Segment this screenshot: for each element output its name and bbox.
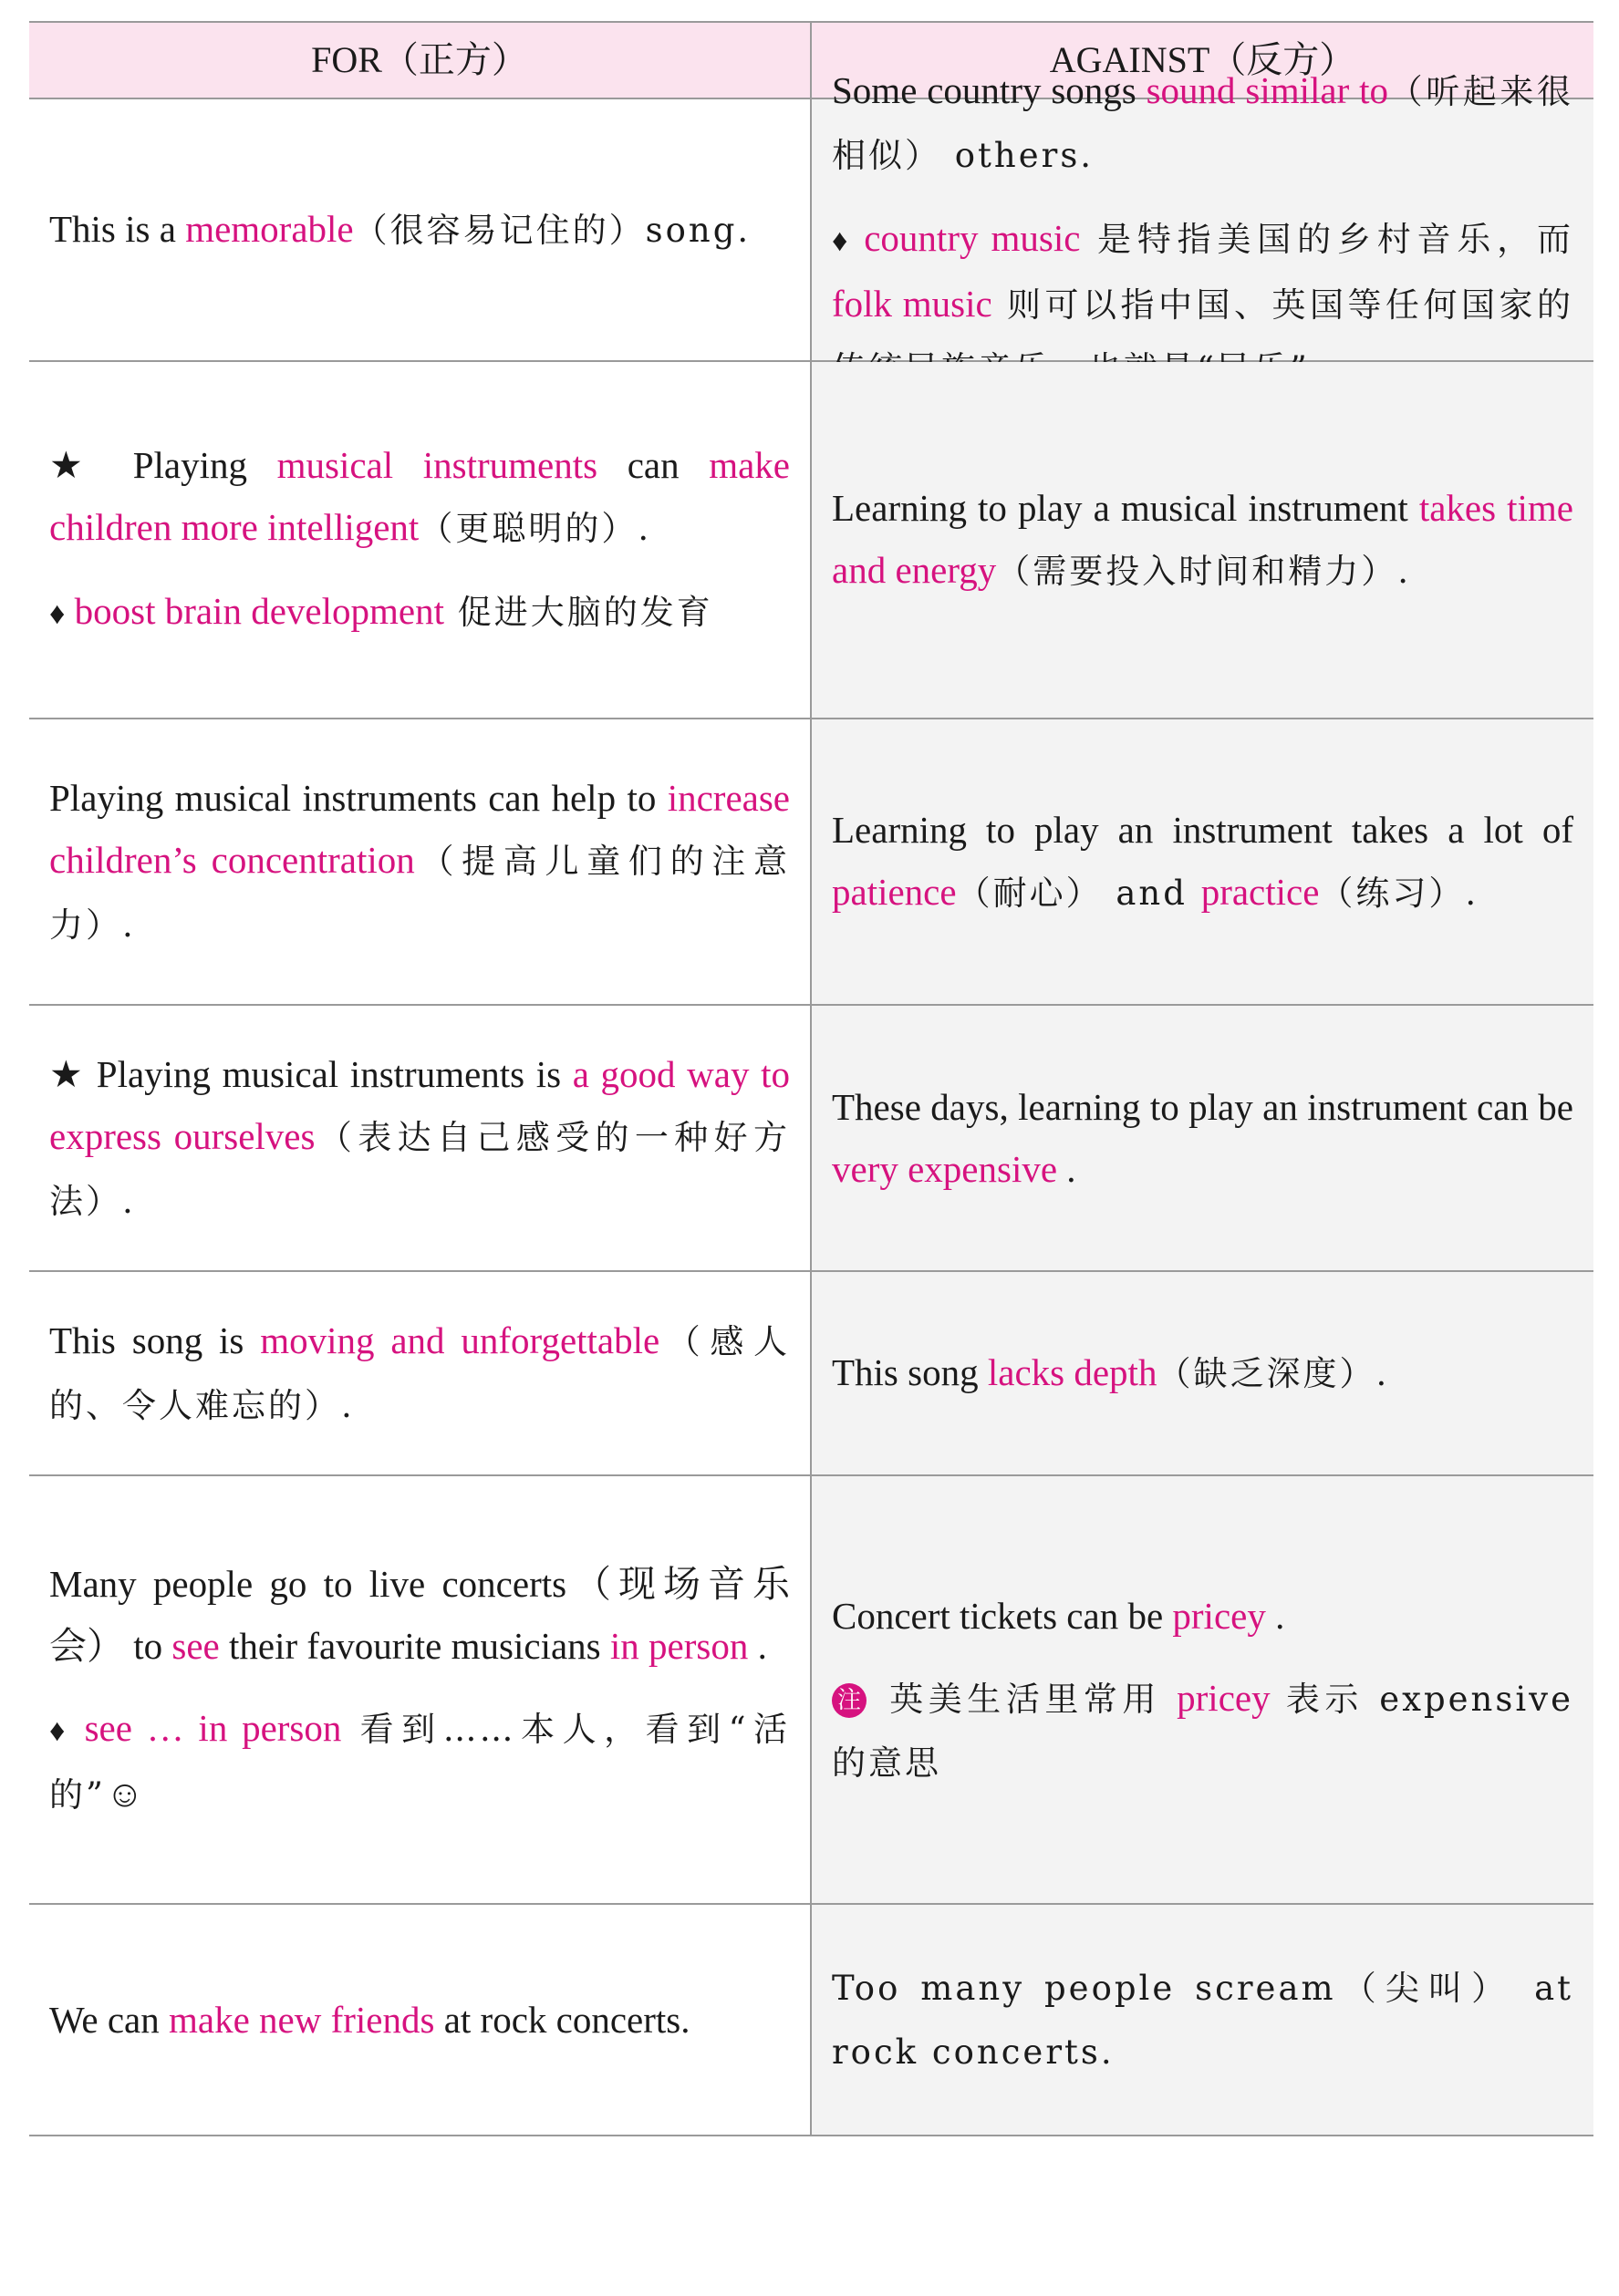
- statement-text: .: [1265, 1595, 1285, 1637]
- statement-text: at rock concerts.: [434, 1999, 690, 2041]
- vocab-note: [832, 1667, 1573, 1794]
- statement-text: This song is: [49, 1319, 261, 1361]
- for-statement: [49, 1989, 790, 2051]
- table-row: [29, 1905, 1593, 2136]
- highlight-phrase: make children more intelligent: [49, 444, 790, 548]
- statement-text: Learning to play a musical instrument: [832, 487, 1419, 529]
- against-statement: [832, 1076, 1573, 1200]
- highlight-phrase: takes time and energy: [832, 487, 1573, 591]
- table-row: [29, 362, 1593, 719]
- note-text: 看到……本人，看到“活的”: [49, 1710, 790, 1815]
- for-column-header: [29, 23, 812, 98]
- against-statement: [832, 799, 1573, 925]
- against-header-label: AGAINST（反方）: [1049, 39, 1356, 80]
- table-row: [29, 1006, 1593, 1272]
- highlight-phrase: folk music: [832, 283, 992, 325]
- statement-text: （更聪明的）.: [419, 509, 652, 548]
- note-text: 促进大脑的发育: [443, 593, 713, 632]
- note-text: 是特指美国的乡村音乐，而: [1080, 220, 1573, 259]
- highlight-phrase: very expensive: [832, 1148, 1058, 1190]
- statement-text: （练习）.: [1319, 874, 1479, 913]
- statement-text: （表达自己感受的一种好方法）.: [49, 1118, 791, 1221]
- against-cell: [812, 69, 1593, 360]
- note-text: 英美生活里常用: [874, 1680, 1178, 1719]
- table-row: [29, 719, 1593, 1006]
- diamond-icon: ♦: [49, 597, 66, 631]
- highlight-phrase: boost brain development: [74, 590, 444, 632]
- statement-text: .: [1057, 1148, 1076, 1190]
- highlight-phrase: in person: [609, 1625, 749, 1667]
- statement-text: .: [748, 1625, 767, 1667]
- note-zhu-icon: 注: [832, 1683, 867, 1718]
- highlight-phrase: patience: [832, 871, 957, 913]
- highlight-phrase: sound similar to: [1146, 69, 1389, 111]
- statement-text: （听起来很相似） others.: [832, 72, 1574, 175]
- for-statement: [49, 1553, 790, 1677]
- statement-text: Playing musical instruments can help to: [49, 777, 668, 819]
- table-row: [29, 1272, 1593, 1476]
- diamond-icon: ♦: [49, 1714, 70, 1748]
- statement-text: Learning to play an instrument takes a lot of: [832, 809, 1573, 851]
- highlight-phrase: see … in person: [84, 1707, 342, 1749]
- for-cell: [29, 1272, 812, 1474]
- for-cell: [29, 362, 812, 718]
- statement-text: These days, learning to play an instrument can be: [832, 1086, 1573, 1128]
- diamond-icon: ♦: [832, 224, 852, 258]
- for-cell: [29, 1905, 812, 2135]
- statement-text: Too many people scream（尖叫） at rock concerts.: [832, 1969, 1573, 2072]
- against-statement: [832, 1585, 1573, 1647]
- against-statement: [832, 477, 1573, 603]
- highlight-phrase: see: [171, 1625, 220, 1667]
- highlight-phrase: pricey: [1172, 1595, 1266, 1637]
- highlight-phrase: musical instruments: [276, 444, 598, 486]
- statement-text: their favourite musicians: [219, 1625, 610, 1667]
- statement-text: （提高儿童们的注意力）.: [49, 842, 791, 945]
- highlight-phrase: country music: [864, 217, 1081, 259]
- highlight-phrase: a good way to express ourselves: [49, 1053, 790, 1157]
- for-cell: [29, 719, 812, 1004]
- highlight-phrase: moving and unforgettable: [260, 1319, 660, 1361]
- statement-text: We can: [49, 1999, 170, 2041]
- against-cell: [812, 362, 1593, 718]
- for-cell: [29, 99, 812, 360]
- highlight-phrase: increase children’s concentration: [49, 777, 790, 881]
- for-statement: [49, 767, 790, 957]
- for-header-label: FOR（正方）: [311, 39, 528, 80]
- statement-text: Playing: [103, 444, 277, 486]
- note-text: 表示 expensive 的意思: [832, 1680, 1573, 1783]
- against-statement: [832, 1341, 1573, 1405]
- for-statement: [49, 1309, 790, 1437]
- against-cell: [812, 1272, 1593, 1474]
- statement-text: Playing musical instruments is: [85, 1053, 573, 1095]
- statement-text: Concert tickets can be: [832, 1595, 1173, 1637]
- against-statement: [832, 1956, 1573, 2084]
- highlight-phrase: pricey: [1177, 1677, 1271, 1719]
- vocab-note: [49, 580, 790, 646]
- against-cell: [812, 1476, 1593, 1903]
- vocab-note: [49, 1697, 790, 1826]
- statement-text: （缺乏深度）.: [1157, 1354, 1390, 1393]
- statement-text: （很容易记住的）song.: [353, 211, 752, 250]
- statement-text: This song: [832, 1351, 988, 1393]
- against-cell: [812, 1006, 1593, 1270]
- statement-text: （耐心） and: [956, 874, 1201, 913]
- statement-text: （需要投入时间和精力）.: [996, 552, 1412, 591]
- highlight-phrase: practice: [1200, 871, 1320, 913]
- table-row: [29, 69, 1593, 362]
- highlight-phrase: memorable: [185, 208, 354, 250]
- statement-text: Many people go to live concerts（现场音乐会） to: [49, 1563, 790, 1667]
- smiley-icon: ☺: [105, 1773, 144, 1815]
- against-cell: [812, 1905, 1593, 2135]
- against-cell: [812, 719, 1593, 1004]
- for-statement: [49, 434, 790, 560]
- for-statement: [49, 1043, 790, 1233]
- for-statement: [49, 198, 790, 262]
- statement-text: Some country songs: [832, 69, 1147, 111]
- highlight-phrase: lacks depth: [987, 1351, 1157, 1393]
- note-text: 则可以指中国、英国等任何国家的: [1006, 285, 1573, 325]
- star-icon: ★: [49, 1053, 86, 1095]
- statement-text: can: [597, 444, 710, 486]
- star-icon: ★: [49, 444, 104, 486]
- statement-text: （感人的、令人难忘的）.: [49, 1322, 790, 1425]
- against-statement: [832, 59, 1573, 187]
- for-cell: [29, 1476, 812, 1903]
- debate-table: [29, 21, 1593, 2136]
- highlight-phrase: make new friends: [169, 1999, 435, 2041]
- statement-text: This is a: [49, 208, 186, 250]
- table-row: [29, 1476, 1593, 1905]
- for-cell: [29, 1006, 812, 1270]
